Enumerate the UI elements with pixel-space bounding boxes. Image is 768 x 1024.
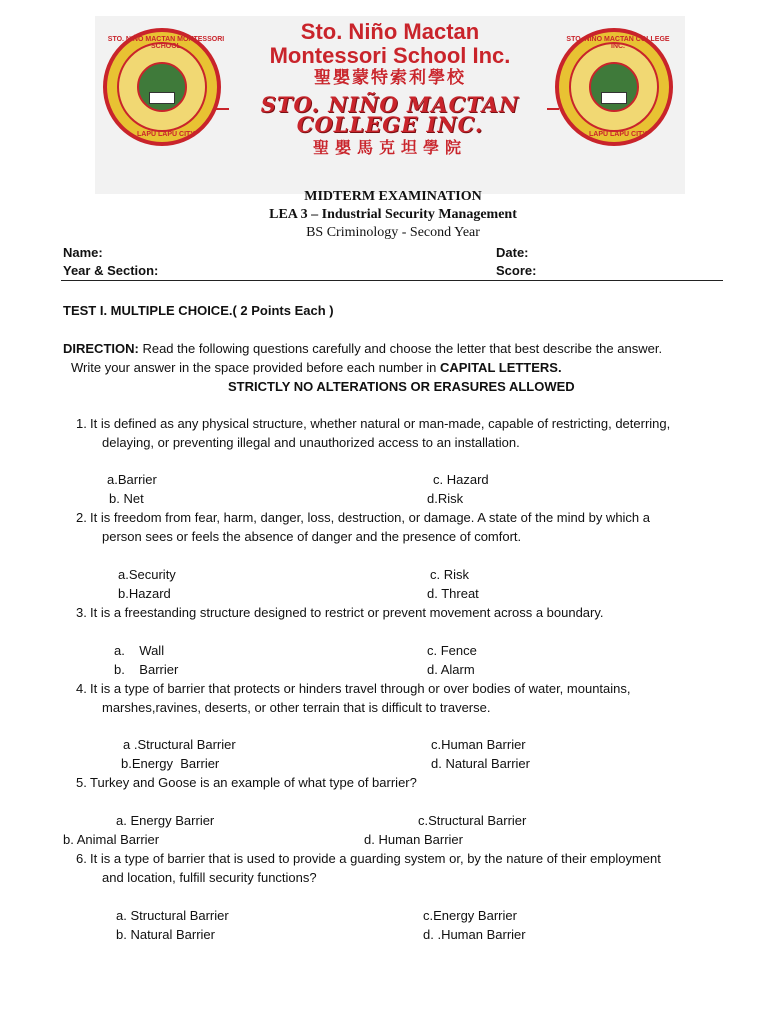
question-text: Turkey and Goose is an example of what type of barrier?	[90, 775, 417, 790]
date-field-label: Date:	[496, 245, 529, 260]
question-text-cont: person sees or feels the absence of danger and the presence of comfort.	[102, 529, 522, 544]
q1-option-c: c. Hazard	[433, 472, 489, 487]
year-section-field-label: Year & Section:	[63, 263, 159, 278]
score-field-label: Score:	[496, 263, 537, 278]
direction-line2-text: Write your answer in the space provided before each number in	[71, 360, 441, 375]
question-text-cont: marshes,ravines, deserts, or other terrain that is difficult to traverse.	[102, 700, 491, 715]
q2-option-b: b.Hazard	[118, 586, 171, 601]
exam-subject: LEA 3 – Industrial Security Management	[269, 207, 517, 222]
q5-option-d: d. Human Barrier	[364, 832, 463, 847]
college-name-chinese: 聖嬰馬克坦學院	[312, 140, 467, 157]
college-name-line1: STO. NIÑO MACTAN	[260, 92, 520, 117]
question-number: 1.	[76, 416, 87, 431]
q4-option-b: b.Energy Barrier	[121, 756, 220, 771]
school-name-chinese: 聖嬰蒙特索利學校	[314, 68, 466, 87]
montessori-school-seal-logo	[103, 28, 225, 146]
question-1	[76, 414, 722, 452]
question-6	[76, 849, 722, 887]
direction-text: Read the following questions carefully and choose the letter that best describe the answer.	[138, 341, 663, 356]
question-text: It is a freestanding structure designed to restrict or prevent movement across a boundary.	[90, 605, 604, 620]
direction-paragraph	[63, 339, 662, 358]
q2-option-a: a.Security	[118, 567, 176, 582]
question-number: 6.	[76, 851, 87, 866]
seal-left-top-text: STO. NIÑO MACTAN MONTESSORI SCHOOL	[107, 36, 225, 50]
question-text-cont: delaying, or preventing illegal and unauthorized access to an installation.	[102, 435, 520, 450]
seal-right-top-text: STO. NIÑO MACTAN COLLEGE INC.	[566, 36, 670, 50]
q5-option-c: c.Structural Barrier	[418, 813, 527, 828]
q4-option-a: a .Structural Barrier	[123, 737, 236, 752]
header-rule	[61, 280, 723, 281]
q6-option-c: c.Energy Barrier	[423, 908, 517, 923]
direction-label: DIRECTION:	[63, 341, 139, 356]
school-name-line2: Montessori School Inc.	[269, 43, 511, 68]
seal-left-bottom-text: LAPU LAPU CITY	[137, 131, 195, 138]
direction-line2	[71, 358, 562, 377]
school-name-line1: Sto. Niño Mactan	[300, 19, 480, 44]
school-header-banner	[95, 16, 685, 194]
q6-option-a: a. Structural Barrier	[116, 908, 229, 923]
question-4	[76, 679, 722, 717]
q1-option-b: b. Net	[109, 491, 144, 506]
question-number: 4.	[76, 681, 87, 696]
q3-option-d: d. Alarm	[427, 662, 475, 677]
q5-option-a: a. Energy Barrier	[116, 813, 215, 828]
question-number: 3.	[76, 605, 87, 620]
question-text-cont: and location, fulfill security functions?	[102, 870, 317, 885]
question-text: It is defined as any physical structure, whether natural or man-made, capable of restricting, deterring,	[90, 416, 671, 431]
capital-letters-emphasis: CAPITAL LETTERS.	[440, 360, 562, 375]
q1-option-a: a.Barrier	[107, 472, 157, 487]
q6-option-d: d. .Human Barrier	[423, 927, 526, 942]
question-text: It is a type of barrier that is used to provide a guarding system or, by the nature of their employment	[90, 851, 661, 866]
question-number: 2.	[76, 510, 87, 525]
question-5	[76, 773, 722, 792]
seal-right-bottom-text: LAPU LAPU CITY	[589, 131, 647, 138]
q4-option-d: d. Natural Barrier	[431, 756, 530, 771]
q6-option-b: b. Natural Barrier	[116, 927, 215, 942]
question-3	[76, 603, 722, 622]
q2-option-d: d. Threat	[427, 586, 479, 601]
q3-option-a: a. Wall	[114, 643, 165, 658]
q5-option-b: b. Animal Barrier	[63, 832, 160, 847]
question-text: It is freedom from fear, harm, danger, loss, destruction, or damage. A state of the mind by which a	[90, 510, 651, 525]
question-2	[76, 508, 722, 546]
q2-option-c: c. Risk	[430, 567, 469, 582]
question-text: It is a type of barrier that protects or hinders travel through or over bodies of water, mountains,	[90, 681, 631, 696]
question-number: 5.	[76, 775, 87, 790]
strict-warning: STRICTLY NO ALTERATIONS OR ERASURES ALLOWED	[228, 379, 575, 394]
name-field-label: Name:	[63, 245, 103, 260]
q3-option-c: c. Fence	[427, 643, 477, 658]
q4-option-c: c.Human Barrier	[431, 737, 526, 752]
test-heading: TEST I. MULTIPLE CHOICE.( 2 Points Each )	[63, 303, 334, 318]
college-seal-logo	[555, 28, 673, 146]
exam-program: BS Criminology - Second Year	[306, 225, 480, 240]
college-name-line2: COLLEGE INC.	[296, 112, 484, 137]
q1-option-d: d.Risk	[427, 491, 464, 506]
exam-title: MIDTERM EXAMINATION	[304, 189, 482, 204]
q3-option-b: b. Barrier	[114, 662, 179, 677]
